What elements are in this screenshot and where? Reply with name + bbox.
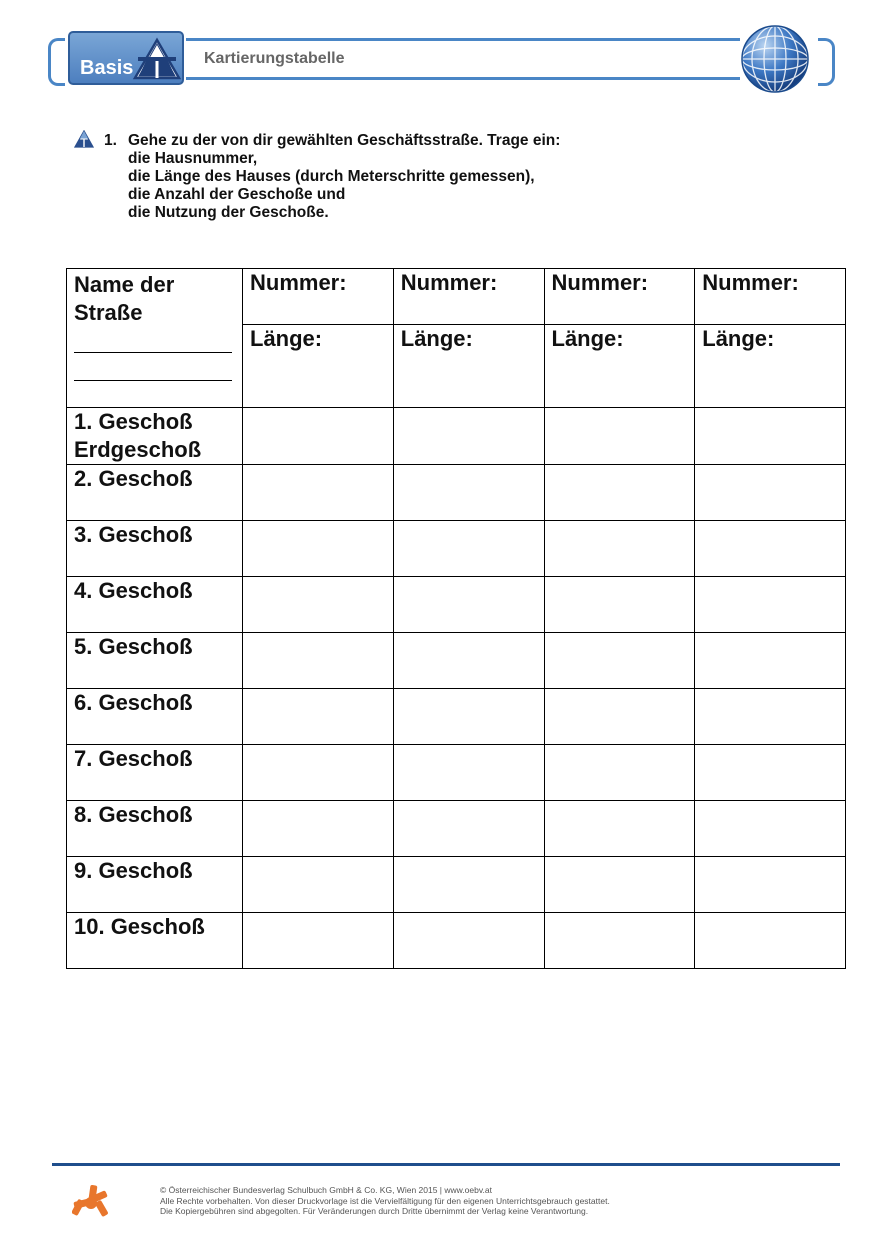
footer-line: © Österreichischer Bundesverlag Schulbuch GmbH & Co. KG, Wien 2015 | www.oebv.at xyxy=(160,1185,492,1195)
entry-cell[interactable] xyxy=(695,857,846,913)
table-row xyxy=(67,745,846,801)
entry-cell[interactable] xyxy=(393,408,544,465)
entry-cell[interactable] xyxy=(544,857,695,913)
entry-cell[interactable] xyxy=(695,689,846,745)
entry-cell[interactable] xyxy=(695,465,846,521)
globe-icon xyxy=(740,24,810,94)
basis-logo xyxy=(68,31,184,85)
task-number: 1. xyxy=(104,132,117,149)
entry-cell[interactable] xyxy=(393,689,544,745)
logo-label: Basis xyxy=(80,57,134,79)
entry-cell[interactable] xyxy=(544,577,695,633)
floor-label: 7. Geschoß xyxy=(67,745,243,801)
entry-cell[interactable] xyxy=(243,857,394,913)
table-row xyxy=(67,857,846,913)
task-line: die Nutzung der Geschoße. xyxy=(128,204,329,221)
street-write-line xyxy=(74,351,232,353)
entry-cell[interactable] xyxy=(393,857,544,913)
entry-cell[interactable] xyxy=(243,633,394,689)
entry-cell[interactable] xyxy=(393,633,544,689)
triangle-level-icon xyxy=(132,37,182,81)
entry-cell[interactable] xyxy=(393,801,544,857)
entry-cell[interactable] xyxy=(544,633,695,689)
entry-cell[interactable] xyxy=(243,577,394,633)
header-rule-top xyxy=(186,38,740,41)
entry-cell[interactable] xyxy=(695,801,846,857)
number-cell[interactable]: Nummer: xyxy=(393,269,544,325)
entry-cell[interactable] xyxy=(243,465,394,521)
entry-cell[interactable] xyxy=(695,913,846,969)
floor-label: 8. Geschoß xyxy=(67,801,243,857)
floor-label-line2: Erdgeschoß xyxy=(74,437,202,462)
floor-label: 6. Geschoß xyxy=(67,689,243,745)
footer-rule xyxy=(52,1163,840,1166)
entry-cell[interactable] xyxy=(243,408,394,465)
table-row xyxy=(67,465,846,521)
number-cell[interactable]: Nummer: xyxy=(695,269,846,325)
publisher-logo-icon xyxy=(72,1184,110,1222)
entry-cell[interactable] xyxy=(393,745,544,801)
length-cell[interactable]: Länge: xyxy=(544,325,695,408)
street-name-cell[interactable] xyxy=(67,269,243,408)
entry-cell[interactable] xyxy=(243,745,394,801)
footer-line: Alle Rechte vorbehalten. Von dieser Druckvorlage ist die Vervielfältigung für den eigenen Unterrichtsgebrauch gestattet. xyxy=(160,1195,610,1206)
floor-label: 2. Geschoß xyxy=(67,465,243,521)
entry-cell[interactable] xyxy=(544,408,695,465)
entry-cell[interactable] xyxy=(695,745,846,801)
length-cell[interactable]: Länge: xyxy=(695,325,846,408)
floor-label: 3. Geschoß xyxy=(67,521,243,577)
table-row xyxy=(67,689,846,745)
document-title: Kartierungstabelle xyxy=(204,50,345,67)
task-line: Gehe zu der von dir gewählten Geschäftsstraße. Trage ein: xyxy=(128,132,561,149)
header-bracket-right xyxy=(818,38,835,86)
header-rule-bottom xyxy=(186,77,740,80)
task-line: die Anzahl der Geschoße und xyxy=(128,186,346,203)
table-row xyxy=(67,269,846,325)
entry-cell[interactable] xyxy=(393,465,544,521)
floor-label xyxy=(67,408,243,465)
entry-cell[interactable] xyxy=(393,577,544,633)
entry-cell[interactable] xyxy=(544,801,695,857)
header-bracket-left xyxy=(48,38,65,86)
number-cell[interactable]: Nummer: xyxy=(544,269,695,325)
floor-label-line1: 1. Geschoß xyxy=(74,409,193,434)
entry-cell[interactable] xyxy=(695,521,846,577)
entry-cell[interactable] xyxy=(243,913,394,969)
street-label-line2: Straße xyxy=(74,300,143,325)
entry-cell[interactable] xyxy=(695,408,846,465)
table-row xyxy=(67,577,846,633)
table-row xyxy=(67,408,846,465)
table-row xyxy=(67,913,846,969)
entry-cell[interactable] xyxy=(544,745,695,801)
entry-cell[interactable] xyxy=(243,801,394,857)
entry-cell[interactable] xyxy=(544,689,695,745)
entry-cell[interactable] xyxy=(544,521,695,577)
task-instructions xyxy=(128,132,560,222)
entry-cell[interactable] xyxy=(393,521,544,577)
task-line: die Länge des Hauses (durch Meterschritte gemessen), xyxy=(128,168,535,185)
floor-label: 4. Geschoß xyxy=(67,577,243,633)
number-cell[interactable]: Nummer: xyxy=(243,269,394,325)
floor-label: 9. Geschoß xyxy=(67,857,243,913)
task-level-icon xyxy=(74,130,94,148)
entry-cell[interactable] xyxy=(544,913,695,969)
table-row xyxy=(67,521,846,577)
footer-line: Die Kopiergebühren sind abgegolten. Für Veränderungen durch Dritte übernimmt der Verlag keine Verantwortung. xyxy=(160,1206,589,1216)
length-cell[interactable]: Länge: xyxy=(393,325,544,408)
entry-cell[interactable] xyxy=(243,689,394,745)
entry-cell[interactable] xyxy=(544,465,695,521)
entry-cell[interactable] xyxy=(243,521,394,577)
footer-copyright xyxy=(160,1185,610,1217)
floor-label: 10. Geschoß xyxy=(67,913,243,969)
length-cell[interactable]: Länge: xyxy=(243,325,394,408)
street-label-line1: Name der xyxy=(74,272,175,297)
task-line: die Hausnummer, xyxy=(128,150,258,167)
entry-cell[interactable] xyxy=(695,633,846,689)
table-row xyxy=(67,801,846,857)
street-write-line xyxy=(74,379,232,381)
mapping-table xyxy=(66,268,846,969)
entry-cell[interactable] xyxy=(393,913,544,969)
entry-cell[interactable] xyxy=(695,577,846,633)
table-row xyxy=(67,633,846,689)
floor-label: 5. Geschoß xyxy=(67,633,243,689)
